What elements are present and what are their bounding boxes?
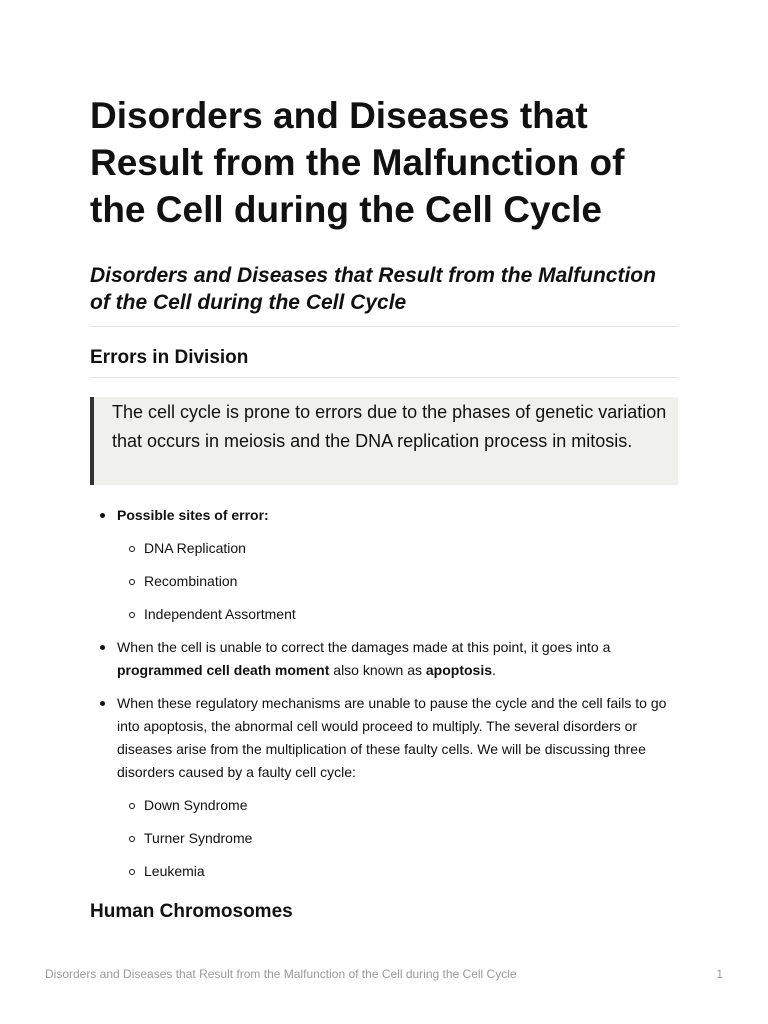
list-item: Turner Syndrome [117, 827, 678, 850]
list-item [90, 504, 678, 626]
apoptosis-bold-term: programmed cell death moment [117, 662, 330, 678]
document-title: Disorders and Diseases that Result from the Malfunction of the Cell during the Cell Cycle [90, 95, 625, 230]
list-item: DNA Replication [117, 537, 678, 560]
section-heading-human-chromosomes: Human Chromosomes [90, 901, 293, 922]
sites-of-error-heading: Possible sites of error: [117, 507, 269, 523]
footer-page-number: 1 [716, 967, 723, 981]
apoptosis-keyword: apoptosis [425, 662, 493, 678]
list-item: Recombination [117, 570, 678, 593]
apoptosis-text: When the cell is unable to correct the damages made at this point, it goes into a [117, 639, 611, 655]
sub-list-sites [117, 537, 678, 626]
bullet-list [90, 504, 678, 893]
divider [90, 377, 678, 378]
list-item [90, 636, 678, 682]
document-subtitle: Disorders and Diseases that Result from the Malfunction of the Cell during the Cell Cycle [90, 264, 656, 314]
apoptosis-text: . [492, 662, 496, 678]
section-heading-errors-in-division: Errors in Division [90, 347, 249, 368]
apoptosis-text: also known as [329, 662, 426, 678]
list-item: Down Syndrome [117, 794, 678, 817]
footer-title: Disorders and Diseases that Result from the Malfunction of the Cell during the Cell Cycle [45, 967, 517, 981]
list-item: Independent Assortment [117, 603, 678, 626]
sub-list-disorders [117, 794, 678, 883]
regulatory-text: When these regulatory mechanisms are unable to pause the cycle and the cell fails to go into apoptosis, the abnormal cell would proceed to multiply. The several disorders or diseases arise from the multiplication of these faulty cells. We will be discussing three disorders caused by a faulty cell cycle: [117, 695, 667, 780]
divider [90, 326, 678, 327]
list-item: Leukemia [117, 860, 678, 883]
callout-quote [90, 397, 678, 485]
callout-text: The cell cycle is prone to errors due to the phases of genetic variation that occurs in meiosis and the DNA replication process in mitosis. [112, 402, 667, 451]
list-item [90, 692, 678, 883]
